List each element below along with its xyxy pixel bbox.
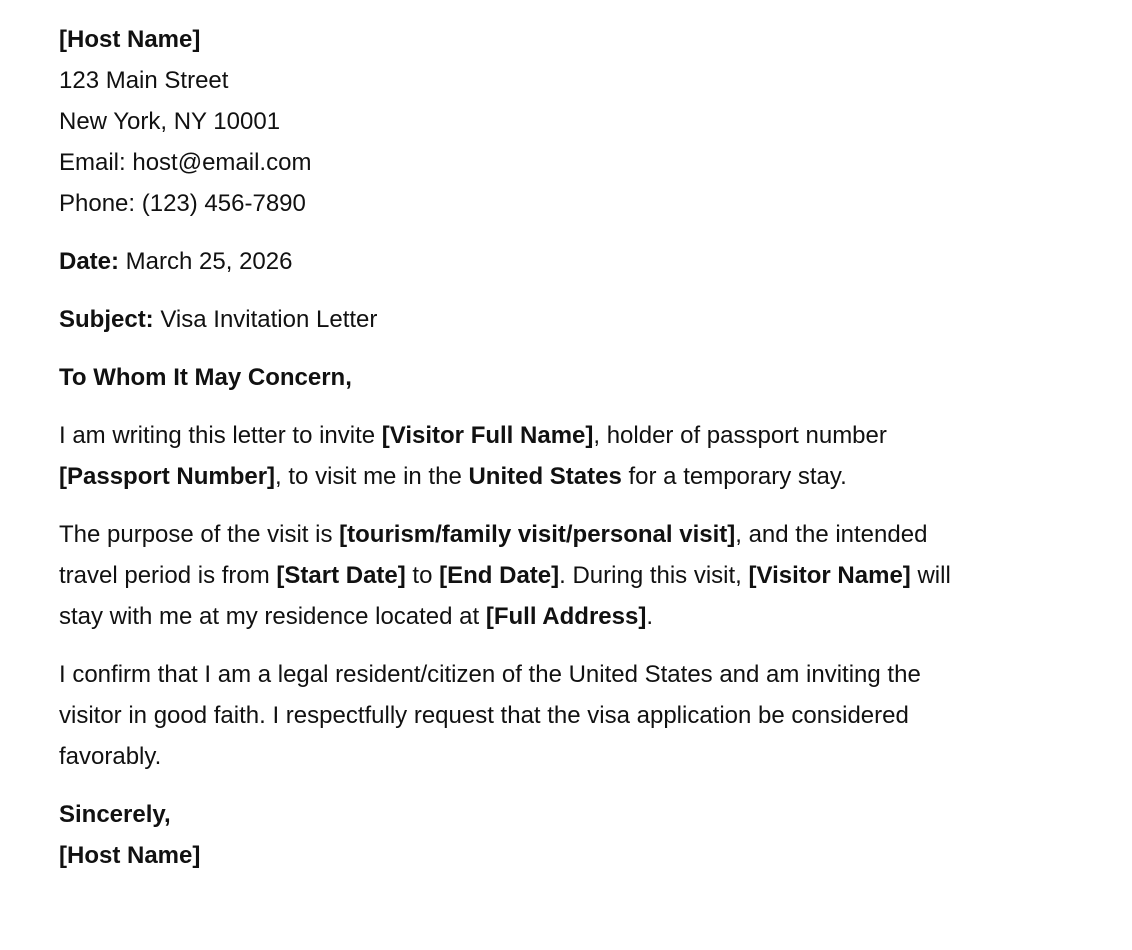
paragraph-purpose bbox=[59, 514, 1089, 637]
spacer bbox=[59, 637, 1089, 654]
text-run: travel period is from bbox=[59, 562, 277, 589]
text-run: . During this visit, bbox=[559, 562, 749, 589]
spacer bbox=[59, 497, 1089, 514]
text-run: will bbox=[910, 562, 951, 589]
country-name: United States bbox=[468, 463, 622, 490]
start-date-placeholder: [Start Date] bbox=[276, 562, 406, 589]
subject-line bbox=[59, 299, 1089, 340]
closing-block bbox=[59, 794, 1089, 876]
subject-value: Visa Invitation Letter bbox=[153, 306, 378, 333]
sender-block bbox=[59, 19, 1089, 224]
text-run: I am writing this letter to invite bbox=[59, 422, 382, 449]
text-run: for a temporary stay. bbox=[621, 463, 847, 490]
purpose-placeholder: [tourism/family visit/personal visit] bbox=[339, 521, 736, 548]
salutation: To Whom It May Concern, bbox=[59, 364, 352, 391]
date-line bbox=[59, 241, 1089, 282]
spacer bbox=[59, 340, 1089, 357]
text-run: , holder of passport number bbox=[593, 422, 887, 449]
text-line: I confirm that I am a legal resident/citizen of the United States and am inviting the bbox=[59, 661, 921, 688]
end-date-placeholder: [End Date] bbox=[439, 562, 560, 589]
spacer bbox=[59, 398, 1089, 415]
visitor-name-placeholder: [Visitor Name] bbox=[748, 562, 911, 589]
sender-address-line1: 123 Main Street bbox=[59, 67, 229, 94]
passport-number-placeholder: [Passport Number] bbox=[59, 463, 276, 490]
text-run: stay with me at my residence located at bbox=[59, 603, 486, 630]
sender-phone: Phone: (123) 456-7890 bbox=[59, 190, 306, 217]
spacer bbox=[59, 777, 1089, 794]
spacer bbox=[59, 282, 1089, 299]
text-run: The purpose of the visit is bbox=[59, 521, 340, 548]
text-line: favorably. bbox=[59, 743, 162, 770]
subject-label: Subject: bbox=[59, 306, 154, 333]
paragraph-invitation bbox=[59, 415, 1089, 497]
sender-host-name: [Host Name] bbox=[59, 26, 201, 53]
visitor-full-name-placeholder: [Visitor Full Name] bbox=[381, 422, 594, 449]
spacer bbox=[59, 224, 1089, 241]
date-value: March 25, 2026 bbox=[119, 248, 293, 275]
text-run: . bbox=[646, 603, 653, 630]
text-run: to bbox=[405, 562, 440, 589]
text-line: visitor in good faith. I respectfully request that the visa application be considered bbox=[59, 702, 909, 729]
sender-email: Email: host@email.com bbox=[59, 149, 312, 176]
full-address-placeholder: [Full Address] bbox=[485, 603, 647, 630]
text-run: , and the intended bbox=[735, 521, 928, 548]
date-label: Date: bbox=[59, 248, 120, 275]
sender-address-line2: New York, NY 10001 bbox=[59, 108, 281, 135]
sign-off: Sincerely, bbox=[59, 801, 171, 828]
text-run: , to visit me in the bbox=[275, 463, 469, 490]
paragraph-confirmation bbox=[59, 654, 1089, 777]
letter-page bbox=[59, 19, 1089, 876]
signature-host-name: [Host Name] bbox=[59, 842, 201, 869]
